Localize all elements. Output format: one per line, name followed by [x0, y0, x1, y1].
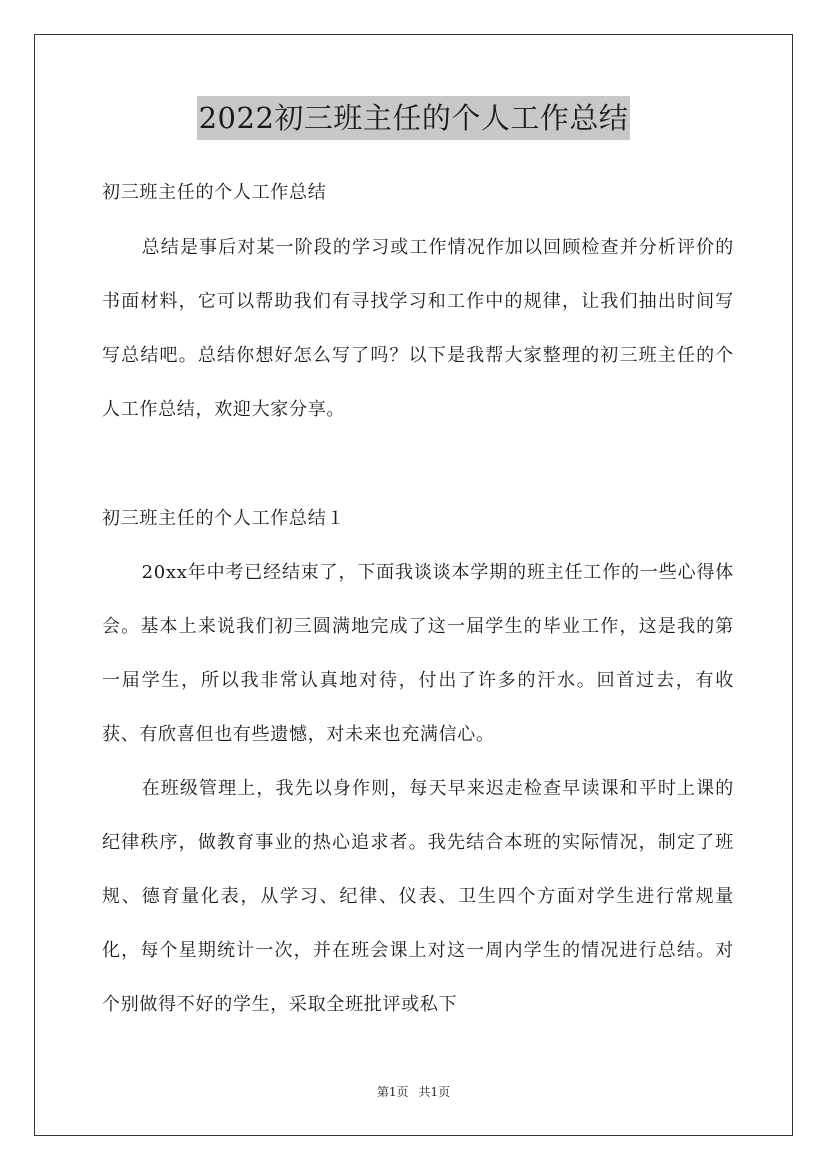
- intro-section: [102, 221, 734, 437]
- page-footer: [0, 1083, 827, 1101]
- document-subtitle: 初三班主任的个人工作总结: [102, 182, 327, 203]
- section-body: [102, 546, 734, 1032]
- page-number: 第1页: [376, 1085, 409, 1099]
- body-paragraph-1: 20xx年中考已经结束了，下面我谈谈本学期的班主任工作的一些心得体会。基本上来说我们初三圆满地完成了这一届学生的毕业工作，这是我的第一届学生，所以我非常认真地对待，付出了许多的汗水。回首过去，有收获、有欣喜但也有些遗憾，对未来也充满信心。: [102, 562, 734, 745]
- document-title: 2022初三班主任的个人工作总结: [197, 96, 631, 140]
- page-total: 共1页: [418, 1085, 451, 1099]
- title-wrapper: [0, 96, 827, 140]
- section-heading: 初三班主任的个人工作总结１: [102, 508, 346, 529]
- body-paragraph-2: 在班级管理上，我先以身作则，每天早来迟走检查早读课和平时上课的纪律秩序，做教育事业的热心追求者。我先结合本班的实际情况，制定了班规、德育量化表，从学习、纪律、仪表、卫生四个方面对学生进行常规量化，每个星期统计一次，并在班会课上对这一周内学生的情况进行总结。对个别做得不好的学生，采取全班批评或私下: [102, 778, 734, 1015]
- intro-paragraph: 总结是事后对某一阶段的学习或工作情况作加以回顾检查并分析评价的书面材料，它可以帮助我们有寻找学习和工作中的规律，让我们抽出时间写写总结吧。总结你想好怎么写了吗？以下是我帮大家整理的初三班主任的个人工作总结，欢迎大家分享。: [102, 237, 734, 420]
